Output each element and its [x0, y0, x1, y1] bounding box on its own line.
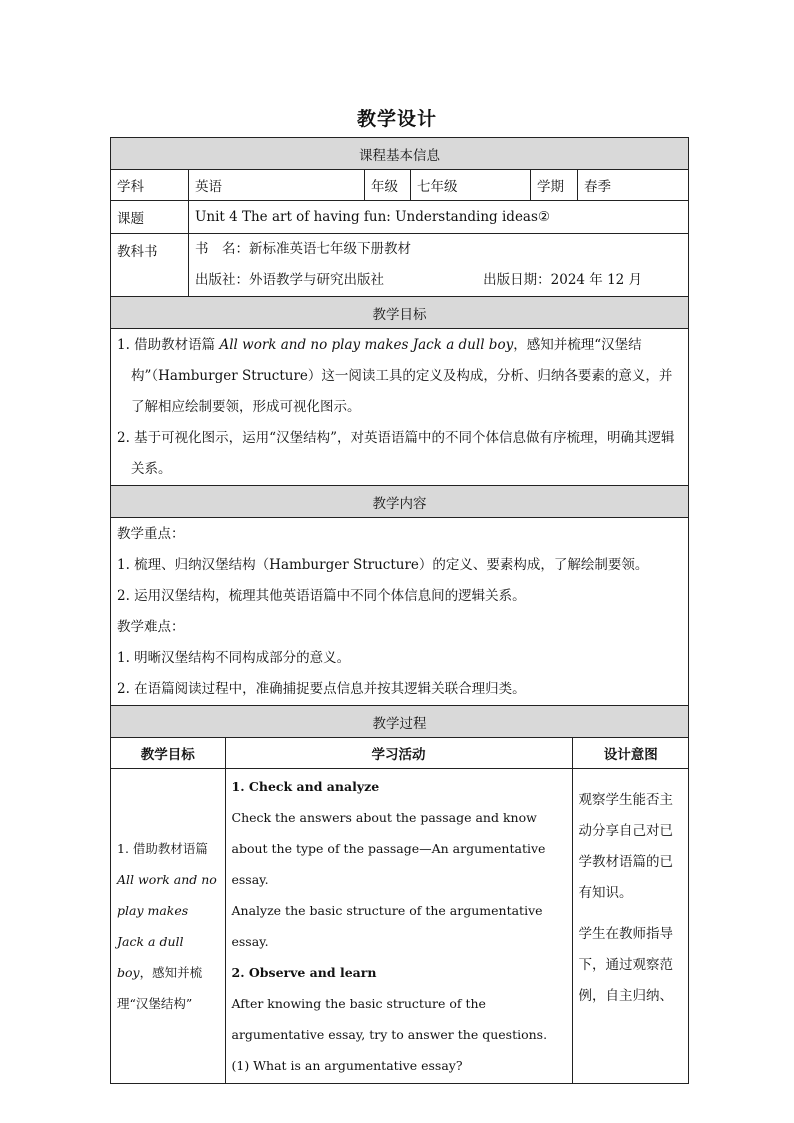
col-activity-header: 学习活动	[225, 738, 572, 769]
col-intent-header: 设计意图	[572, 738, 689, 769]
difficulty-label: 教学难点：	[117, 618, 185, 635]
content-header: 教学内容	[111, 486, 689, 518]
publisher-row	[195, 265, 682, 296]
key-point-2: 2. 运用汉堡结构，梳理其他英语语篇中不同个体信息间的逻辑关系。	[117, 587, 526, 604]
intent-cell	[572, 769, 689, 1084]
publish-date: 出版日期：2024 年 12 月	[483, 272, 643, 288]
key-point-1: 1. 梳理、归纳汉堡结构（Hamburger Structure）的定义、要素构成，了解绘制要领。	[117, 556, 649, 573]
grade-value: 七年级	[411, 170, 531, 201]
step-2-title: 2. Observe and learn	[231, 965, 377, 980]
goal-cell-title: All work and no play makes Jack a dull boy	[117, 872, 217, 980]
basic-info-header: 课程基本信息	[111, 138, 689, 170]
process-table	[111, 738, 689, 1083]
goal-1	[117, 330, 682, 423]
term-value: 春季	[578, 170, 689, 201]
goal-cell	[111, 769, 225, 1084]
textbook-label: 教科书	[111, 234, 189, 297]
difficulty-2: 2. 在语篇阅读过程中，准确捕捉要点信息并按其逻辑关联合理归类。	[117, 680, 526, 697]
textbook-info	[189, 234, 689, 297]
lesson-label: 课题	[111, 201, 189, 234]
content-body	[111, 518, 689, 706]
subject-label: 学科	[111, 170, 189, 201]
term-label: 学期	[531, 170, 578, 201]
goal-cell-rest: ，感知并梳理“汉堡结构”	[117, 965, 203, 1011]
page-title: 教学设计	[356, 108, 437, 130]
lesson-plan-table	[110, 137, 689, 1084]
goal-cell-prefix: 1. 借助教材语篇	[117, 841, 208, 856]
step-2-p1: After knowing the basic structure of the argumentative essay, try to answer the questions.	[231, 996, 548, 1042]
goal-2: 2. 基于可视化图示，运用“汉堡结构”，对英语语篇中的不同个体信息做有序梳理，明确其逻辑关系。	[117, 429, 675, 477]
step-2-q1: (1) What is an argumentative essay?	[231, 1058, 463, 1073]
goal-1-prefix: 1. 借助教材语篇	[117, 336, 220, 353]
subject-value: 英语	[189, 170, 365, 201]
intent-1: 观察学生能否主动分享自己对已学教材语篇的已有知识。	[578, 792, 673, 901]
step-1-p2: Analyze the basic structure of the argumentative essay.	[231, 903, 543, 949]
goals-header: 教学目标	[111, 297, 689, 329]
publisher: 出版社：外语教学与研究出版社	[195, 272, 384, 288]
process-header: 教学过程	[111, 706, 689, 738]
step-1-title: 1. Check and analyze	[231, 779, 380, 794]
activity-cell	[225, 769, 572, 1084]
goals-body	[111, 329, 689, 486]
intent-2: 学生在教师指导下，通过观察范例，自主归纳、	[578, 926, 673, 1004]
goal-1-rest: ，感知并梳理“汉堡结构”（Hamburger Structure）这一阅读工具的定义及构成，分析、归纳各要素的意义，并了解相应绘制要领，形成可视化图示。	[131, 336, 673, 415]
step-1-p1: Check the answers about the passage and know about the type of the passage—An argumentative essay.	[231, 810, 546, 887]
col-goal-header: 教学目标	[111, 738, 225, 769]
lesson-value: Unit 4 The art of having fun: Understanding ideas②	[189, 201, 689, 234]
goal-1-title: All work and no play makes Jack a dull boy	[219, 336, 514, 353]
difficulty-1: 1. 明晰汉堡结构不同构成部分的意义。	[117, 649, 351, 666]
key-points-label: 教学重点：	[117, 525, 185, 542]
goal-cell-text	[117, 833, 219, 1019]
grade-label: 年级	[365, 170, 411, 201]
book-name: 书 名：新标准英语七年级下册教材	[195, 241, 411, 257]
